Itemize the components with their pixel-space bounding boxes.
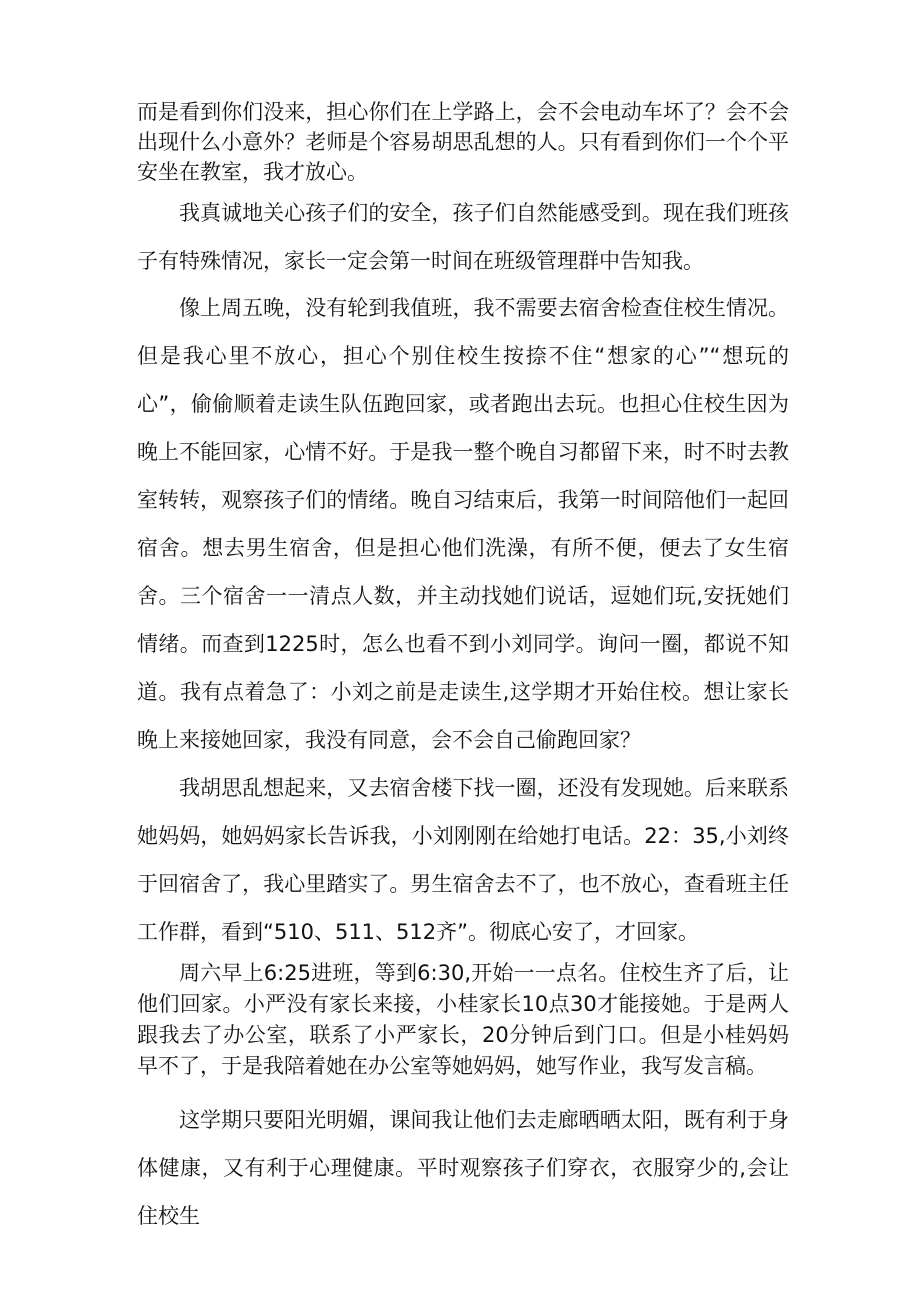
paragraph-1: 而是看到你们没来，担心你们在上学路上，会不会电动车坏了？会不会出现什么小意外？老师是个容易胡思乱想的人。只有看到你们一个个平安坐在教室，我才放心。 [137, 100, 789, 184]
paragraph-2: 我真诚地关心孩子们的安全，孩子们自然能感受到。现在我们班孩子有特殊情况，家长一定会第一时间在班级管理群中告知我。 [137, 201, 789, 273]
paragraph-3: 像上周五晚，没有轮到我值班，我不需要去宿舍检查住校生情况。但是我心里不放心，担心个别住校生按捺不住“想家的心”“想玩的心”，偷偷顺着走读生队伍跑回家，或者跑出去玩。也担心住校生因为晚上不能回家，心情不好。于是我一整个晚自习都留下来，时不时去教室转转，观察孩子们的情绪。晚自习结束后，我第一时间陪他们一起回宿舍。想去男生宿舍，但是担心他们洗澡，有所不便，便去了女生宿舍。三个宿舍一一清点人数，并主动找她们说话，逗她们玩,安抚她们情绪。而查到1225时，怎么也看不到小刘同学。询问一圈，都说不知道。我有点着急了：小刘之前是走读生,这学期才开始住校。想让家长晚上来接她回家，我没有同意，会不会自己偷跑回家？ [137, 296, 789, 752]
paragraph-5: 周六早上6:25进班，等到6:30,开始一一点名。住校生齐了后，让他们回家。小严没有家长来接，小桂家长10点30才能接她。于是两人跟我去了办公室，联系了小严家长，20分钟后到门口。但是小桂妈妈早不了，于是我陪着她在办公室等她妈妈，她写作业，我写发言稿。 [137, 961, 789, 1078]
paragraph-6: 这学期只要阳光明媚，课间我让他们去走廊晒晒太阳，既有利于身体健康，又有利于心理健康。平时观察孩子们穿衣，衣服穿少的,会让住校生 [137, 1108, 789, 1228]
paragraph-4: 我胡思乱想起来，又去宿舍楼下找一圈，还没有发现她。后来联系她妈妈，她妈妈家长告诉我，小刘刚刚在给她打电话。22：35,小刘终于回宿舍了，我心里踏实了。男生宿舍去不了，也不放心，查看班主任工作群，看到“510、511、512齐”。彻底心安了，才回家。 [137, 776, 789, 944]
